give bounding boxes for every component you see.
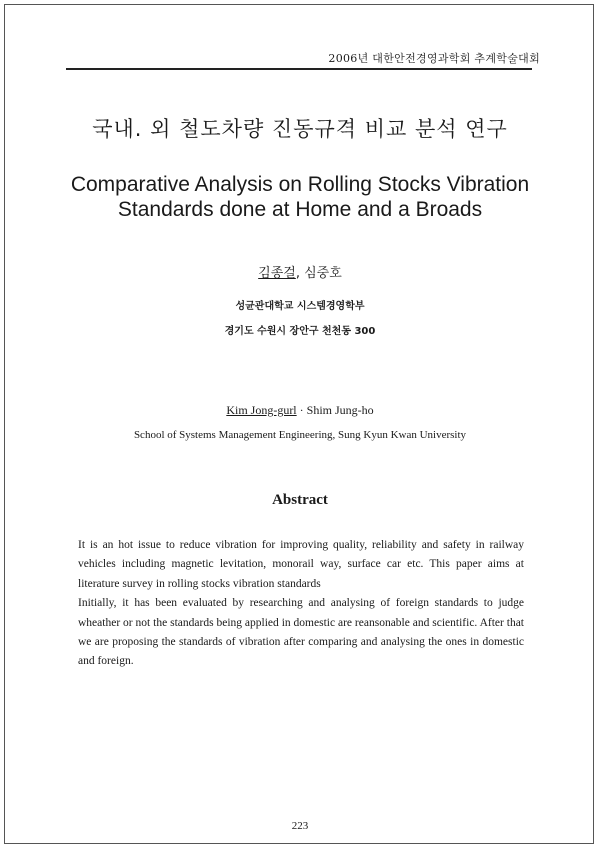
affiliation-english: School of Systems Management Engineering, Sung Kyun Kwan University: [133, 429, 467, 441]
author-ko-separator: ,: [295, 266, 305, 281]
authors-korean: [0, 262, 600, 281]
address-korean: 경기도 수원시 장안구 천천동 300: [224, 326, 376, 337]
abstract-body: [78, 536, 524, 672]
header-rule: [66, 68, 532, 70]
author-en-first: Kim Jong-gurl: [226, 403, 297, 417]
abstract-heading: Abstract: [272, 492, 328, 508]
title-english-line-1: Comparative Analysis on Rolling Stocks Vibration: [70, 173, 530, 196]
abstract-paragraph-1: It is an hot issue to reduce vibration for improving quality, reliability and safety in railway vehicles including magnetic levitation, monorail way, surface car etc. This paper aims at literature survey in rolling stocks vibration standards: [78, 539, 524, 590]
author-en-second: Shim Jung-ho: [306, 403, 374, 417]
title-korean: 국내. 외 철도차량 진동규격 비교 분석 연구: [92, 117, 508, 141]
authors-english: [0, 403, 600, 418]
author-ko-second: 심중호: [304, 266, 342, 281]
abstract-paragraph-2: Initially, it has been evaluated by researching and analysing of foreign standards to judge wheather or not the standards being applied in domestic are reansonable and scientific. After that we are proposing the standards of vibration after comparing and analysing the ones in domestic and foreign.: [78, 597, 524, 668]
affiliation-korean: 성균관대학교 시스템경영학부: [235, 301, 365, 312]
title-english: [0, 172, 600, 222]
title-english-line-2: Standards done at Home and a Broads: [117, 198, 483, 221]
author-en-separator: ·: [296, 403, 307, 417]
page-number: 223: [291, 820, 309, 832]
conference-header: 2006년 대한안전경영과학회 추계학술대회: [328, 52, 540, 65]
author-ko-first: 김종걸: [258, 266, 296, 281]
